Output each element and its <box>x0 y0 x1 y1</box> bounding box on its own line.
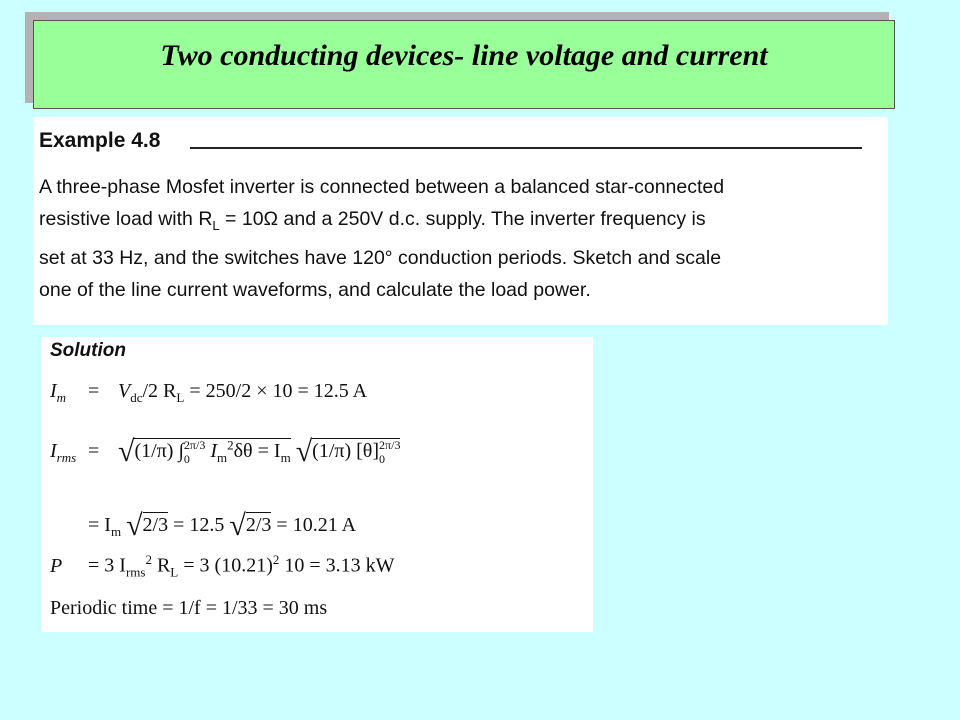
example-line-4: one of the line current waveforms, and calculate the load power. <box>39 278 591 301</box>
example-rule <box>190 147 862 149</box>
example-panel <box>33 117 888 325</box>
equation-im: $I_m = V_{dc}/2$ $R_L = 250/2 \times 10 = 12.5$ A <box>50 380 368 405</box>
example-line-3: set at 33 Hz, and the switches have 120° conduction periods. Sketch and scale <box>39 246 722 269</box>
equation-irms-value: = $I_m$ √2/3 = 12.5 √2/3 = 10.21 A <box>88 509 357 542</box>
example-heading: Example 4.8 <box>39 129 161 152</box>
equation-power: P = 3 $I_{rms}^2$ $R_L = 3$ $(10.21)^2$ 10 = 3.13 kW <box>50 552 395 580</box>
example-text <box>39 171 879 306</box>
equation-periodic-time: Periodic time = 1/f = 1/33 = 30 ms <box>50 597 328 619</box>
equation-irms: $I_{rms} = √(1/\pi)$ ∫ 2π/3 0 $I_m^2\delta\theta = I_m$ √(1/π) [θ] 2π/3 0 <box>50 435 401 468</box>
title-banner <box>33 20 895 109</box>
slide-title: Two conducting devices- line voltage and current <box>160 39 768 72</box>
solution-heading: Solution <box>50 340 126 361</box>
solution-panel <box>41 337 593 632</box>
example-line-2: resistive load with $R_L = 10\Omega$ and a 250V d.c. supply. The inverter frequency is <box>39 208 706 233</box>
example-line-1: A three-phase Mosfet inverter is connected between a balanced star-connected <box>39 176 725 198</box>
